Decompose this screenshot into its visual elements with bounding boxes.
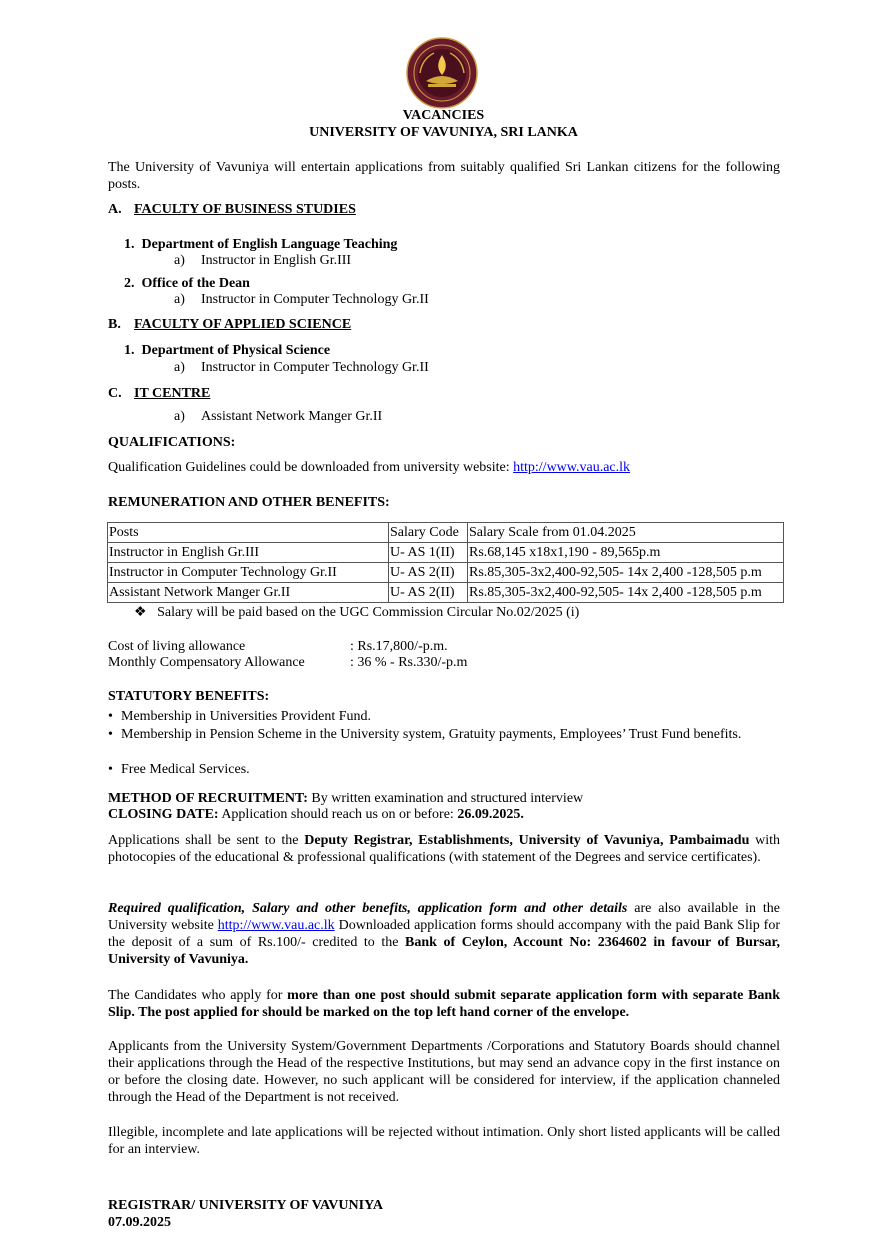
list-item xyxy=(108,726,780,743)
closing-date-value: 26.09.2025. xyxy=(457,807,524,822)
list-item xyxy=(108,708,780,725)
closing-label: CLOSING DATE: xyxy=(108,807,219,822)
post-item xyxy=(174,360,429,376)
department-number: 1. xyxy=(124,343,135,358)
method-of-recruitment xyxy=(108,791,583,807)
salary-note xyxy=(134,604,579,621)
post-title: Instructor in Computer Technology Gr.II xyxy=(201,360,429,375)
department-number: 2. xyxy=(124,276,135,291)
intro-paragraph: The University of Vavuniya will entertain applications from suitably qualified Sri Lankan citizens for the following posts. xyxy=(108,160,780,192)
department-heading xyxy=(124,237,397,253)
table-cell: Rs.68,145 x18x1,190 - 89,565p.m xyxy=(468,543,784,563)
closing-text: Application should reach us on or before: xyxy=(218,807,458,822)
department-name: Office of the Dean xyxy=(141,276,250,291)
university-website-link[interactable]: http://www.vau.ac.lk xyxy=(217,918,335,933)
qualifications-heading: QUALIFICATIONS: xyxy=(108,435,236,450)
table-row xyxy=(108,583,784,603)
table-cell: Rs.85,305-3x2,400-92,505- 14x 2,400 -128,505 p.m xyxy=(468,563,784,583)
post-item xyxy=(174,253,351,269)
table-row xyxy=(108,543,784,563)
list-item-text: Membership in Universities Provident Fund. xyxy=(121,709,372,724)
bullet-icon: • xyxy=(108,727,113,742)
allowance-value: : Rs.17,800/-p.m. xyxy=(350,639,448,654)
post-index: a) xyxy=(174,360,185,375)
channel-paragraph: Applicants from the University System/Government Departments /Corporations and Statutory Boards should channel their applications through the Head of the respective Institutions, but may send an advance copy in the first instance on or before the closing date. However, no such applicant will be considered for interview, if the application channeled through the Head of the Department is not received. xyxy=(108,1039,780,1105)
text-span: with photocopies of the educational & professional qualifications (with statement of the Degrees and service certificates). xyxy=(108,833,781,865)
post-index: a) xyxy=(174,409,185,424)
table-row xyxy=(108,563,784,583)
post-item xyxy=(174,409,382,425)
rejection-paragraph: Illegible, incomplete and late applications will be rejected without intimation. Only short listed applicants will be called for an interview. xyxy=(108,1125,780,1157)
text-span: more than one post should submit separate application form with separate Bank Slip. The post applied for should be marked on the top left hand corner of the envelope. xyxy=(108,988,780,1020)
deputy-registrar-address: Deputy Registrar, Establishments, University of Vavuniya, Pambaimadu xyxy=(304,833,750,848)
table-cell: Instructor in English Gr.III xyxy=(108,543,389,563)
applications-paragraph xyxy=(108,832,780,866)
section-a-heading xyxy=(108,202,356,218)
allowance-value: : 36 % - Rs.330/-p.m xyxy=(350,655,468,670)
list-item-text: Free Medical Services. xyxy=(121,762,250,777)
document-date: 07.09.2025 xyxy=(108,1215,171,1230)
bullet-icon: • xyxy=(108,709,113,724)
section-c-heading xyxy=(108,386,210,402)
bullet-icon: • xyxy=(108,762,113,777)
section-name: FACULTY OF BUSINESS STUDIES xyxy=(134,202,356,217)
post-title: Assistant Network Manger Gr.II xyxy=(201,409,383,424)
multiple-post-paragraph xyxy=(108,987,780,1021)
post-index: a) xyxy=(174,292,185,307)
post-title: Instructor in English Gr.III xyxy=(201,253,352,268)
qualifications-sentence: Qualification Guidelines could be downloaded from university website: xyxy=(108,460,514,475)
salary-note-text: Salary will be paid based on the UGC Commission Circular No.02/2025 (i) xyxy=(157,605,580,620)
text-span: Applications shall be sent to the xyxy=(108,833,305,848)
post-index: a) xyxy=(174,253,185,268)
section-name: FACULTY OF APPLIED SCIENCE xyxy=(134,317,352,332)
page-subtitle: UNIVERSITY OF VAVUNIYA, SRI LANKA xyxy=(309,125,578,140)
signatory: REGISTRAR/ UNIVERSITY OF VAVUNIYA xyxy=(108,1198,384,1213)
closing-date xyxy=(108,807,524,823)
salary-table xyxy=(107,522,784,603)
list-item xyxy=(108,761,780,778)
table-cell: U- AS 2(II) xyxy=(389,563,468,583)
section-letter: C. xyxy=(108,386,122,401)
text-span: Required qualification, Salary and other benefits, application form and other details xyxy=(108,901,628,916)
university-logo-icon xyxy=(406,37,478,109)
department-heading xyxy=(124,343,330,359)
diamond-bullet-icon: ❖ xyxy=(134,605,147,620)
allowance-label: Cost of living allowance xyxy=(108,639,246,654)
page-title: VACANCIES xyxy=(402,108,485,123)
text-span: Downloaded application forms should accompany with the paid Bank Slip for the deposit of a sum of Rs.100/- credited to the xyxy=(108,918,780,950)
department-number: 1. xyxy=(124,237,135,252)
bank-account-details: Bank of Ceylon, Account No: 2364602 in favour of Bursar, University of Vavuniya. xyxy=(108,935,780,967)
section-name: IT CENTRE xyxy=(134,386,211,401)
table-header-cell: Salary Scale from 01.04.2025 xyxy=(468,523,784,543)
details-paragraph xyxy=(108,900,780,968)
section-letter: A. xyxy=(108,202,122,217)
post-item xyxy=(174,292,429,308)
statutory-heading: STATUTORY BENEFITS: xyxy=(108,689,270,704)
table-header-cell: Salary Code xyxy=(389,523,468,543)
post-title: Instructor in Computer Technology Gr.II xyxy=(201,292,429,307)
list-item-text: Membership in Pension Scheme in the University system, Gratuity payments, Employees’ Trust Fund benefits. xyxy=(121,727,742,742)
allowance-label: Monthly Compensatory Allowance xyxy=(108,655,305,670)
table-cell: U- AS 1(II) xyxy=(389,543,468,563)
table-header-cell: Posts xyxy=(108,523,389,543)
department-heading xyxy=(124,276,250,292)
method-text: By written examination and structured interview xyxy=(307,791,584,806)
table-cell: Assistant Network Manger Gr.II xyxy=(108,583,389,603)
section-letter: B. xyxy=(108,317,121,332)
method-label: METHOD OF RECRUITMENT: xyxy=(108,791,308,806)
text-span: The Candidates who apply for xyxy=(108,988,288,1003)
department-name: Department of Physical Science xyxy=(141,343,331,358)
table-cell: U- AS 2(II) xyxy=(389,583,468,603)
table-cell: Rs.85,305-3x2,400-92,505- 14x 2,400 -128,505 p.m xyxy=(468,583,784,603)
qualifications-text xyxy=(108,460,630,476)
university-website-link[interactable]: http://www.vau.ac.lk xyxy=(513,460,631,475)
table-header-row xyxy=(108,523,784,543)
table-cell: Instructor in Computer Technology Gr.II xyxy=(108,563,389,583)
department-name: Department of English Language Teaching xyxy=(141,237,398,252)
section-b-heading xyxy=(108,317,351,333)
remuneration-heading: REMUNERATION AND OTHER BENEFITS: xyxy=(108,495,390,510)
text-span: are also available in the University website xyxy=(108,901,780,933)
